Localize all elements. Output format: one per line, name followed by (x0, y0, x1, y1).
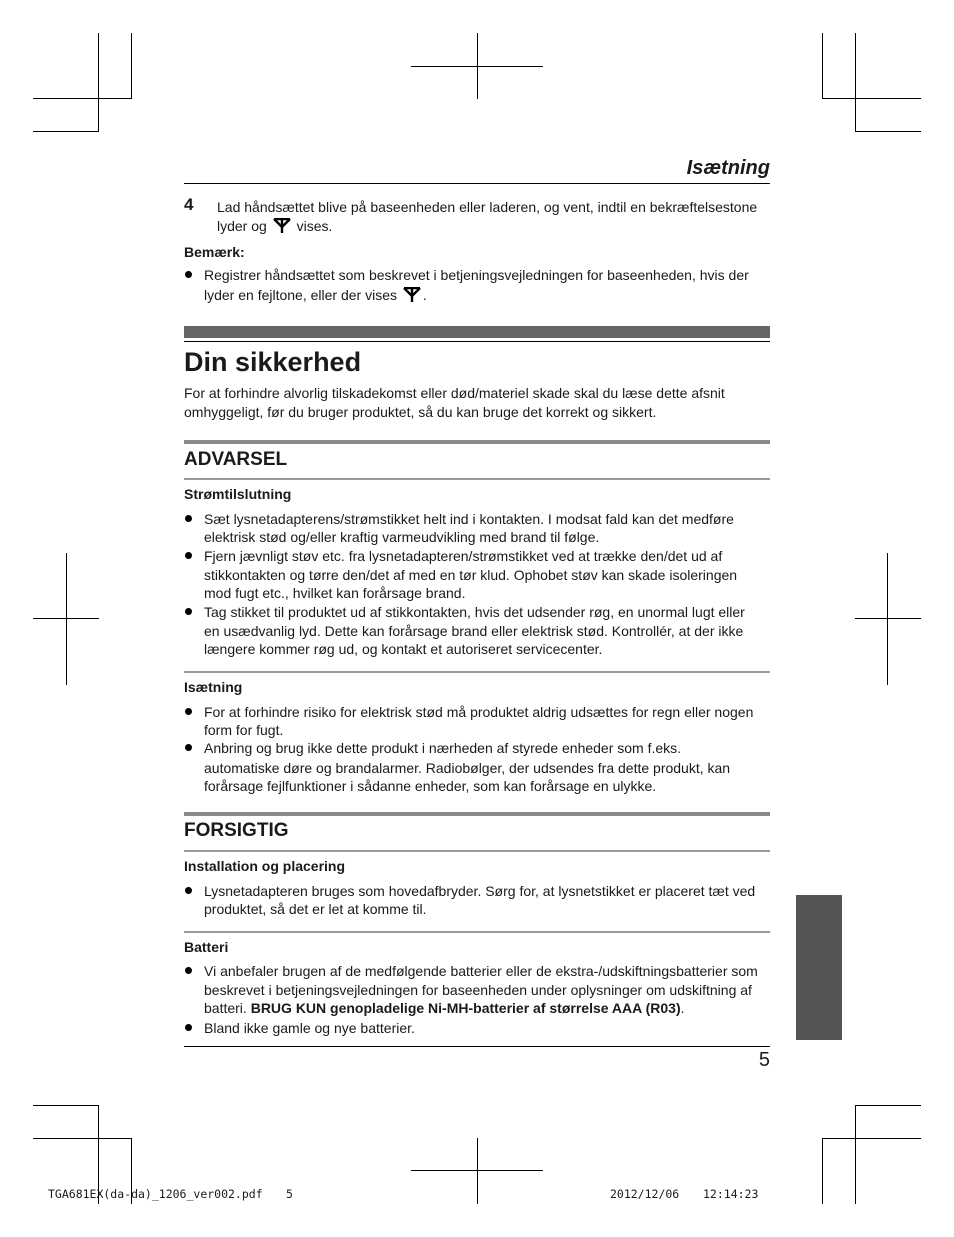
intro-line2: omhyggeligt, før du bruger produktet, så du kan bruge det korrekt og sikkert. (184, 404, 657, 420)
section-rule (184, 341, 770, 342)
install-b2-l2: automatiske døre og brandalarmer. Radiobølger, der udsendes fra dette produkt, kan (204, 760, 731, 776)
advarsel-top-bar (184, 440, 770, 444)
advarsel-bottom-rule (184, 478, 770, 480)
placement-b1-l1: Lysnetadapteren bruges som hovedafbryder. Sørg for, at lysnetstikket er placeret tæt ved (204, 883, 756, 899)
bullet (185, 967, 192, 974)
battery-b1-l3: batteri. BRUG KUN genopladelige Ni-MH-batterier af størrelse AAA (R03). (204, 1000, 685, 1016)
note-line1: Registrer håndsættet som beskrevet i betjeningsvejledningen for baseenheden, hvis der (204, 267, 749, 283)
antenna-icon (273, 218, 291, 239)
power-b2-l3: mod fugt etc., hvilket kan forårsage brand. (204, 585, 466, 601)
subheading-placement: Installation og placering (184, 858, 346, 874)
install-b1-l2: form for fugt. (204, 722, 284, 738)
bullet (185, 887, 192, 894)
note-line2: lyder en fejltone, eller der vises . (204, 286, 427, 308)
section-bar (184, 326, 770, 338)
bullet (185, 608, 192, 615)
step-text-line1: Lad håndsættet blive på baseenheden eller laderen, og vent, indtil en bekræftelsestone (217, 199, 758, 215)
subsection-rule (184, 931, 770, 933)
power-b3-l2: en usædvanlig lyd. Dette kan forårsage brand eller elektrisk stød. Kontrollér, at der ikke (204, 623, 744, 639)
page-title: Din sikkerhed (184, 347, 362, 377)
footer-rule (184, 1046, 770, 1047)
subheading-install: Isætning (184, 679, 243, 695)
intro-line1: For at forhindre alvorlig tilskadekomst eller død/materiel skade skal du læse dette afsnit (184, 385, 725, 401)
advarsel-heading: ADVARSEL (184, 449, 288, 470)
subsection-rule (184, 671, 770, 673)
bullet (185, 708, 192, 715)
power-b3-l3: længere kommer røg ud, og kontakt et autoriseret servicecenter. (204, 641, 603, 657)
install-b2-l1: Anbring og brug ikke dette produkt i nærheden af styrede enheder som f.eks. (204, 740, 682, 756)
bullet (185, 271, 192, 278)
note-label: Bemærk: (184, 244, 245, 260)
footer-date: 2012/12/06 (610, 1187, 680, 1201)
bullet (185, 552, 192, 559)
power-b1-l2: elektrisk stød og/eller kraftig varmeudvikling med brand til følge. (204, 529, 600, 545)
power-b2-l1: Fjern jævnligt støv etc. fra lysnetadapteren/strømstikket ved at trække den/det ud af (204, 548, 723, 564)
subheading-power: Strømtilslutning (184, 486, 292, 502)
antenna-icon (403, 287, 421, 308)
step-number: 4 (184, 195, 194, 214)
install-b1-l1: For at forhindre risiko for elektrisk stød må produktet aldrig udsættes for regn eller nogen (204, 704, 754, 720)
running-header: Isætning (686, 157, 770, 179)
page-number: 5 (758, 1049, 770, 1071)
footer-filename: TGA681EX(da-da)_1206_ver002.pdf (48, 1187, 263, 1201)
battery-b1-l1: Vi anbefaler brugen af de medfølgende batterier eller de ekstra-/udskiftningsbatterier som (204, 963, 758, 979)
battery-b2-l1: Bland ikke gamle og nye batterier. (204, 1020, 415, 1036)
footer-time: 12:14:23 (703, 1187, 759, 1201)
subheading-battery: Batteri (184, 939, 229, 955)
forsigtig-bottom-rule (184, 850, 770, 852)
power-b1-l1: Sæt lysnetadapterens/strømstikket helt ind i kontakten. I modsat fald kan det medføre (204, 511, 734, 527)
header-rule (184, 183, 770, 184)
step-text-line2: lyder og vises. (217, 217, 332, 239)
footer-sheet: 5 (286, 1187, 293, 1201)
forsigtig-heading: FORSIGTIG (184, 820, 289, 841)
thumb-tab (796, 895, 842, 1040)
placement-b1-l2: produktet, så det er let at komme til. (204, 901, 427, 917)
install-b2-l3: forårsage fejlfunktioner i sådanne enheder, som kan forårsage en ulykke. (204, 778, 657, 794)
bullet (185, 744, 192, 751)
forsigtig-top-bar (184, 812, 770, 816)
bullet (185, 515, 192, 522)
bullet (185, 1024, 192, 1031)
power-b2-l2: stikkontakten og tørre den/det af med en tør klud. Ophobet støv kan skade isoleringen (204, 567, 738, 583)
power-b3-l1: Tag stikket til produktet ud af stikkontakten, hvis det udsender røg, en unormal lugt eller (204, 604, 745, 620)
battery-b1-l2: beskrevet i betjeningsvejledningen for baseenheden under oplysninger om udskiftning af (204, 982, 752, 998)
